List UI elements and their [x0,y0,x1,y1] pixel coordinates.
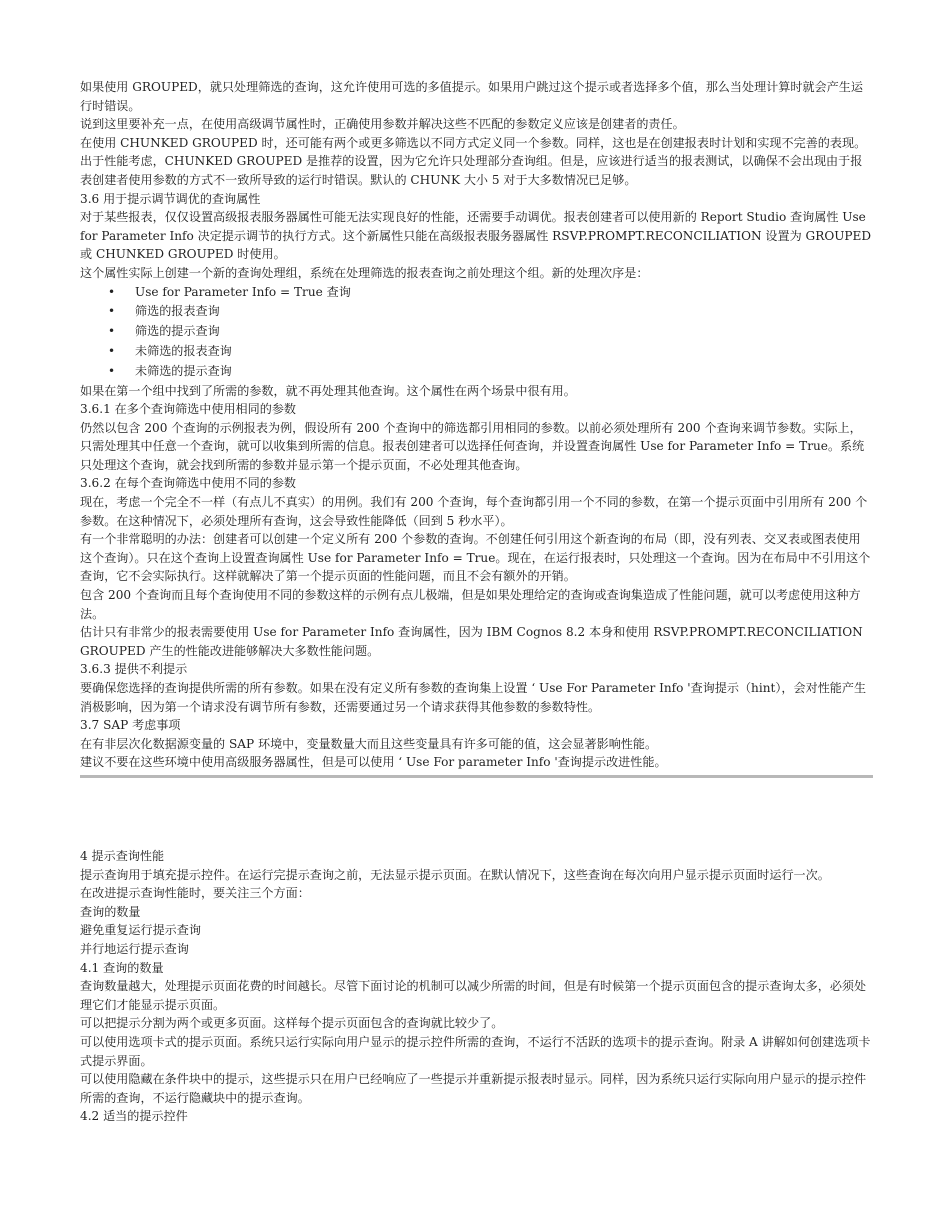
section-heading: 3.6.2 在每个查询筛选中使用不同的参数 [80,476,297,491]
chapter-heading: 4 提示查询性能 [80,849,165,863]
list-line: 避免重复运行提示查询 [80,923,201,938]
paragraph: 如果使用 GROUPED，就只处理筛选的查询，这允许使用可选的多值提示。如果用户跳过这个提示或者选择多个值，那么当处理计算时就会产生运行时错误。 [80,80,863,113]
paragraph: 提示查询用于填充提示控件。在运行完提示查询之前，无法显示提示页面。在默认情况下，这些查询在每次向用户显示提示页面时运行一次。 [80,867,830,882]
paragraph: 如果在第一个组中找到了所需的参数，就不再处理其他查询。这个属性在两个场景中很有用。 [80,383,576,398]
paragraph: 说到这里要补充一点，在使用高级调节属性时，正确使用参数并解决这些不匹配的参数定义应该是创建者的责任。 [80,117,685,132]
paragraph: 可以使用隐藏在条件块中的提示，这些提示只在用户已经响应了一些提示并重新提示报表时显示。同样，因为系统只运行实际向用户显示的提示控件所需的查询，不运行隐藏块中的提示查询。 [80,1072,867,1105]
document-section-3 [80,78,872,778]
paragraph: 在有非层次化数据源变量的 SAP 环境中，变量数量大而且这些变量具有许多可能的值，这会显著影响性能。 [80,736,658,751]
paragraph: 仍然以包含 200 个查询的示例报表为例，假设所有 200 个查询中的筛选都引用相同的参数。以前必须处理所有 200 个查询来调节参数。实际上，只需处理其中任意一个查询，就可以收集到所需的信息。报表创建者可以选择任何查询，并设置查询属性 Use for Parameter Info = True。系统只处理这个查询，就会找到所需的参数并显示第一个提示页面，不必处理其他查询。 [80,420,865,472]
section-heading: 4.2 适当的提示控件 [80,1109,188,1124]
list-line: 并行地运行提示查询 [80,941,189,956]
list-item [80,342,872,362]
paragraph: 可以把提示分割为两个或更多页面。这样每个提示页面包含的查询就比较少了。 [80,1016,504,1031]
list-item [80,283,872,303]
paragraph: 包含 200 个查询而且每个查询使用不同的参数这样的示例有点儿极端，但是如果处理给定的查询或查询集造成了性能问题，就可以考虑使用这种方法。 [80,588,861,621]
paragraph: 要确保您选择的查询提供所需的所有参数。如果在没有定义所有参数的查询集上设置 ‘ Use For Parameter Info '查询提示（hint），会对性能产生消极影响，因为第一个请求没有调节所有参数，还需要通过另一个请求获得其他参数的参数特性。 [80,681,867,714]
paragraph: 可以使用选项卡式的提示页面。系统只运行实际向用户显示的提示控件所需的查询，不运行不活跃的选项卡的提示查询。附录 A 讲解如何创建选项卡式提示界面。 [80,1034,871,1068]
paragraph: 这个属性实际上创建一个新的查询处理组，系统在处理筛选的报表查询之前处理这个组。新的处理次序是： [80,265,649,280]
bullet-icon: • [108,304,116,319]
paragraph: 查询数量越大，处理提示页面花费的时间越长。尽管下面讨论的机制可以减少所需的时间，但是有时候第一个提示页面包含的提示查询太多，必须处理它们才能显示提示页面。 [80,979,867,1012]
paragraph: 出于性能考虑，CHUNKED GROUPED 是推荐的设置，因为它允许只处理部分查询组。但是，应该进行适当的报表测试，以确保不会出现由于报表创建者使用参数的方式不一致所导致的运行时错误。默认的 CHUNK 大小 5 对于大多数情况已足够。 [80,154,863,187]
list-item-text: 未筛选的提示查询 [135,363,232,378]
document-section-4 [80,847,872,1126]
paragraph: 在使用 CHUNKED GROUPED 时，还可能有两个或更多筛选以不同方式定义同一个参数。同样，这也是在创建报表时计划和实现不完善的表现。 [80,135,867,150]
section-heading: 4.1 查询的数量 [80,960,164,975]
section-heading: 3.6.1 在多个查询筛选中使用相同的参数 [80,402,297,417]
list-line: 查询的数量 [80,904,141,919]
bullet-icon: • [108,363,116,378]
processing-order-list [80,283,872,382]
list-item-text: 未筛选的报表查询 [135,343,232,358]
list-item-text: Use for Parameter Info = True 查询 [135,284,351,299]
list-item [80,322,872,342]
section-heading: 3.6 用于提示调节调优的查询属性 [80,191,261,206]
bullet-icon: • [108,324,116,339]
page-divider [80,775,873,778]
paragraph: 现在，考虑一个完全不一样（有点儿不真实）的用例。我们有 200 个查询，每个查询都引用一个不同的参数，在第一个提示页面中引用所有 200 个参数。在这种情况下，必须处理所有查询，这会导致性能降低（回到 5 秒水平）。 [80,495,868,528]
paragraph: 对于某些报表，仅仅设置高级报表服务器属性可能无法实现良好的性能，还需要手动调优。报表创建者可以使用新的 Report Studio 查询属性 Use for Parameter Info 决定提示调节的执行方式。这个新属性只能在高级报表服务器属性 RSVP.PROMPT.RECONCILIATION 设置为 GROUPED 或 CHUNKED GROUPED 时使用。 [80,210,872,262]
list-item [80,362,872,382]
paragraph: 在改进提示查询性能时，要关注三个方面： [80,886,310,901]
paragraph: 估计只有非常少的报表需要使用 Use for Parameter Info 查询属性，因为 IBM Cognos 8.2 本身和使用 RSVP.PROMPT.RECONCILIATION GROUPED 产生的性能改进能够解决大多数性能问题。 [80,625,863,658]
list-item-text: 筛选的提示查询 [135,324,220,339]
bullet-icon: • [108,343,116,358]
paragraph: 建议不要在这些环境中使用高级服务器属性，但是可以使用 ‘ Use For parameter Info '查询提示改进性能。 [80,755,667,770]
paragraph: 有一个非常聪明的办法：创建者可以创建一个定义所有 200 个参数的查询。不创建任何引用这个新查询的布局（即，没有列表、交叉表或图表使用这个查询）。只在这个查询上设置查询属性 Use for Parameter Info = True。现在，在运行报表时，只处理这一个查询。因为在布局中不引用这个查询，它不会实际执行。这样就解决了第一个提示页面的性能问题，而且不会有额外的开销。 [80,532,871,584]
list-item-text: 筛选的报表查询 [135,304,220,319]
list-item [80,302,872,322]
section-heading: 3.7 SAP 考虑事项 [80,718,181,733]
section-heading: 3.6.3 提供不利提示 [80,662,188,677]
bullet-icon: • [108,284,116,299]
